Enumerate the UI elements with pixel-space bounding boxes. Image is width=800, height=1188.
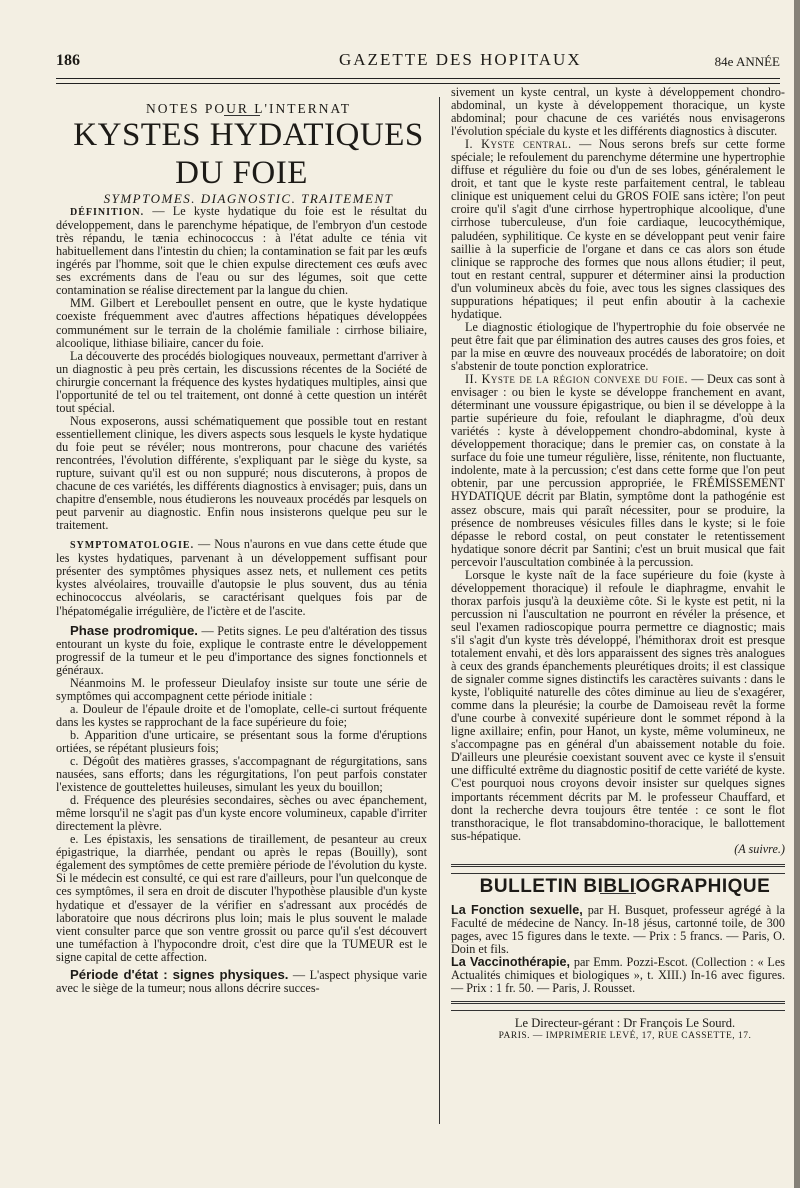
etat-text: — L'aspect physique varie avec le siège de la tumeur; nous allons décrire succes- <box>56 967 427 995</box>
symptomatologie-text: — Nous n'aurons en vue dans cette étude que les kystes hydatiques, parvenant à un développement suffisant pour présenter des symptômes physiques assez nets, et nullement ces petits kystes alvéolaires, trouvaille d'autopsie le plus souvent, dus au ténia echinococcus alvéolaris, se caractérisant quelques fois par de l'hépatomégalie irrégulière, de l'ictère et de l'ascite. <box>56 537 427 618</box>
section-label: NOTES POUR L'INTERNAT <box>146 101 351 116</box>
paragraph: Néanmoins M. le professeur Dieulafoy insiste sur toute une série de symptômes qui accompagnent cette période initiale : <box>56 675 427 703</box>
list-item: c. Dégoût des matières grasses, s'accompagnant de régurgitations, sans nausées, sans efforts; dans les régurgitations, l'on peut parfois constater l'existence de gouttelettes huileuses, simulant les yeux du bouillon; <box>56 754 427 795</box>
column-divider <box>439 97 440 1124</box>
bibliography-entry <box>451 904 785 956</box>
kyste-convexe-label: II. Kyste de la région convexe du foie. <box>465 372 688 387</box>
paragraph-kyste-convexe <box>451 373 785 569</box>
bibliography-entry <box>451 956 785 995</box>
prodrome-heading: Phase prodromique. <box>70 622 198 638</box>
symptomatologie-label: SYMPTOMATOLOGIE. <box>70 540 195 552</box>
article-subtitle: SYMPTOMES. DIAGNOSTIC. TRAITEMENT <box>103 191 394 207</box>
paragraph-prodrome <box>56 624 427 677</box>
kyste-central-label: I. Kyste central. <box>465 137 572 152</box>
bib-title: La Fonction sexuelle, <box>451 902 583 917</box>
article-title: KYSTES HYDATIQUES DU FOIE <box>73 117 424 192</box>
running-header <box>56 50 780 74</box>
paragraph-kyste-central <box>451 138 785 321</box>
paragraph-definition <box>56 205 427 297</box>
definition-label: DÉFINITION. <box>70 207 145 219</box>
bib-text: par H. Busquet, professeur agrégé à la Faculté de médecine de Nancy. In-18 jésus, cartonné toile, de 300 pages, avec 15 figures dans le texte. — Prix : 5 francs. — Paris, O. Doin et fils. <box>451 902 785 956</box>
binding-edge <box>794 0 800 1188</box>
paragraph-etat <box>56 968 427 995</box>
definition-text: — Le kyste hydatique du foie est le résultat du développement, dans le parenchyme hépatique, de l'embryon d'un cestode très répandu, le tænia echinococcus : à l'état adulte ce ténia vit habituellement dans l'intestin du chien; la contamination se fait par les œufs ingérés par l'homme, soit que le chien expulse directement ces œufs avec ses excréments dans de l'eau ou sur des légumes, soit que cette contamination se réalise directement par la langue du chien. <box>56 204 427 298</box>
footer-rule <box>451 1001 785 1011</box>
list-item: b. Apparition d'une urticaire, se présentant sous la forme d'éruptions ortiées, se répétant plusieurs fois; <box>56 727 427 755</box>
kyste-central-text: — Nous serons brefs sur cette forme spéciale; le refoulement du parenchyme détermine une hypertrophie diffuse et régulière du foie ou d'un de ses lobes, généralement le droit, et tant que le kyste reste parfaitement central, le tableau clinique est uniquement celui du GROS FOIE sans ictère; l'on peut croire qu'il s'agit d'une cirrhose hypertrophique alcoolique, d'une cirrhose tuberculeuse, d'un foie cardiaque, leucocythémique, paludéen, syphilitique. Ce kyste en se développant peut venir faire saillie à la superficie de l'organe et dans ce cas alors son étude clinique se rapproche des formes que nous allons étudier; il peut, tout en restant central, suppurer et déterminer ainsi la production d'un volumineux abcès du foie, avec tous les signes classiques des suppurations hépatiques; il peut enfin aboutir à la cachexie hydatique. <box>451 137 785 321</box>
paragraph: MM. Gilbert et Lereboullet pensent en outre, que le kyste hydatique coexiste fréquemment avec d'autres affections hépatiques développées communément sur le terrain de la cholémie familiale : cirrhose biliaire, alcoolique, lithiase biliaire, cancer du foie. <box>56 296 427 350</box>
year-label: 84e ANNÉE <box>714 54 780 69</box>
bib-text: par Emm. Pozzi-Escot. (Collection : « Les Actualités chimiques et biologiques », t. XIII.) In-16 avec figures. — Prix : 1 fr. 50. — Paris, J. Rousset. <box>451 955 785 996</box>
list-item: d. Fréquence des pleurésies secondaires, sèches ou avec épanchement, même lorsqu'il ne s'agit pas d'un kyste encore volumineux, capable d'irriter directement la plèvre. <box>56 793 427 834</box>
to-be-continued: (A suivre.) <box>734 841 785 856</box>
signature: Le Directeur-gérant : Dr François Le Sourd. <box>514 1016 736 1031</box>
paragraph: La découverte des procédés biologiques nouveaux, permettant d'arriver à un diagnostic à peu près certain, les discussions récentes de la Société de chirurgie concernant la fréquence des kystes hydatiques multiples, ainsi que l'opportunité de tel ou tel traitement, ont donné à cette question un intérêt tout spécial. <box>56 348 427 415</box>
paragraph: sivement un kyste central, un kyste à développement chondro-abdominal, un kyste à développement thoracique, un kyste abdominal; pour chacune de ces variétés nous envisagerons l'évolution spéciale du kyste et les différents diagnostics à discuter. <box>451 85 785 139</box>
etat-heading: Période d'état : signes physiques. <box>70 966 289 982</box>
header-rule-2 <box>56 83 780 84</box>
header-rule <box>56 78 780 79</box>
bib-title: La Vaccinothérapie, <box>451 955 571 969</box>
list-item: a. Douleur de l'épaule droite et de l'omoplate, celle-ci surtout fréquente dans les kystes se rapprochant de la face supérieure du foie; <box>56 701 427 729</box>
page-number: 186 <box>56 52 80 69</box>
paragraph: Nous exposerons, aussi schématiquement que possible tout en restant essentiellement clinique, les divers aspects sous lesquels le kyste hydatique du foie peut se révéler; nous montrerons, pour chacune des variétés rencontrées, l'évolution différente, s'expliquant par le siège du kyste, sa rupture, suivant qu'il est ou non suppuré; nous discuterons, à propos de chacune de ces variétés, les différents diagnostics à envisager; puis, dans un chapitre d'ensemble, nous étudierons les nouveaux procédés par lesquels on peut parvenir au diagnostic. Enfin nous insisterons quelque peu sur le traitement. <box>56 413 427 533</box>
kyste-convexe-text: — Deux cas sont à envisager : ou bien le kyste se développe franchement en avant, déterminant une voussure épigastrique, ou bien il se développe à la partie supérieure du foie, refoulant le diaphragme, d'où deux variétés : kyste à développement chondro-abdominal, kyste à développement thoracique; dans le premier cas, on constate à la surface du foie une tumeur régulière, lisse, rénitente, non fluctuante, indolente, mate à la percussion; c'est dans cette forme que l'on peut obtenir, par une percussion appropriée, le FRÉMISSEMENT HYDATIQUE décrit par Blatin, symptôme dont la pathogénie est assez obscure, mais qui paraît nécessiter, pour se produire, la présence de nombreuses vésicules filles dans le kyste; si le foie dépasse le rebord costal, on peut constater le retentissement hydatique sonore décrit par Santini; c'est un bruit musical que fait percevoir l'auscultation combinée à la percussion. <box>451 372 786 569</box>
prodrome-text: — Petits signes. Le peu d'altération des tissus entourant un kyste du foie, explique le contraste entre le développement progressif de la tumeur et le peu d'importance des signes fonctionnels et généraux. <box>56 623 427 677</box>
journal-title: GAZETTE DES HOPITAUX <box>339 50 582 69</box>
bulletin-rule <box>451 864 785 874</box>
list-item: e. Les épistaxis, les sensations de tiraillement, de pesanteur au creux épigastrique, la diarrhée, pendant ou après le repas (Bouilly), sont également des symptômes de cette première période de l'évolution du kyste. Si le médecin est consulté, ce qui est rare d'ailleurs, pour l'un quelconque de ces symptômes, il sera en droit de discuter l'hypothèse plausible d'un kyste hydatique et d'essayer de la vérifier en s'adressant aux procédés de laboratoire que nous décrirons plus loin; mais le plus souvent le malade vient consulter parce que son ventre grossit ou parce qu'il s'est découvert une tuméfaction à l'hypocondre droit, c'est dire que la TUMEUR est le signe capital de cette affection. <box>56 832 427 964</box>
printer-line: PARIS. — IMPRIMERIE LEVÉ, 17, RUE CASSETTE, 17. <box>498 1031 752 1042</box>
paragraph: Lorsque le kyste naît de la face supérieure du foie (kyste à développement thoracique) il refoule le diaphragme, envahit le thorax parfois jusqu'à la deuxième côte. Si le kyste est petit, ni la percussion ni l'auscultation ne pourront en révéler la présence, et seul l'examen radioscopique pourra permettre ce diagnostic; mais s'il s'agit d'un kyste très développé, l'hémithorax droit est presque totalement envahi, et dès lors apparaissent des signes très analogues à ceux des grands épanchements pleurétiques droits; il est classique de signaler comme signes distinctifs les caractères suivants : dans le kyste, l'obliquité naturelle des côtes diminue au lieu de s'exagérer, comme dans la pleurésie; la courbe de Damoiseau revêt la forme d'une courbe à convexité supérieure dont le sommet répond à la ligne axillaire; enfin, pour Hanot, un kyste, même volumineux, ne s'accompagne pas en général d'un abaissement notable du foie. D'ailleurs une pleurésie coexistant souvent avec ce kyste il s'ensuit une difficulté extrême du diagnostic positif de cette variété de kyste. C'est pourquoi nous croyons devoir insister sur quelques signes importants récemment décrits par M. le professeur Chauffard, et dont la recherche devra toujours être tentée : ce sont le flot transthoracique, le flot transabdomino-thoracique, le ballottement sus-hépatique. <box>451 567 785 843</box>
paragraph-symptomatologie <box>56 538 427 617</box>
paragraph: Le diagnostic étiologique de l'hypertrophie du foie observée ne peut être fait que par élimination des autres causes des gros foies, et par la mise en œuvre des nouveaux procédés de laboratoire; on doit s'abstenir de toute ponction exploratrice. <box>451 319 785 373</box>
bulletin-title: BULLETIN BIBLIOGRAPHIQUE <box>479 875 771 897</box>
right-column <box>451 86 785 1043</box>
left-column <box>56 102 427 995</box>
